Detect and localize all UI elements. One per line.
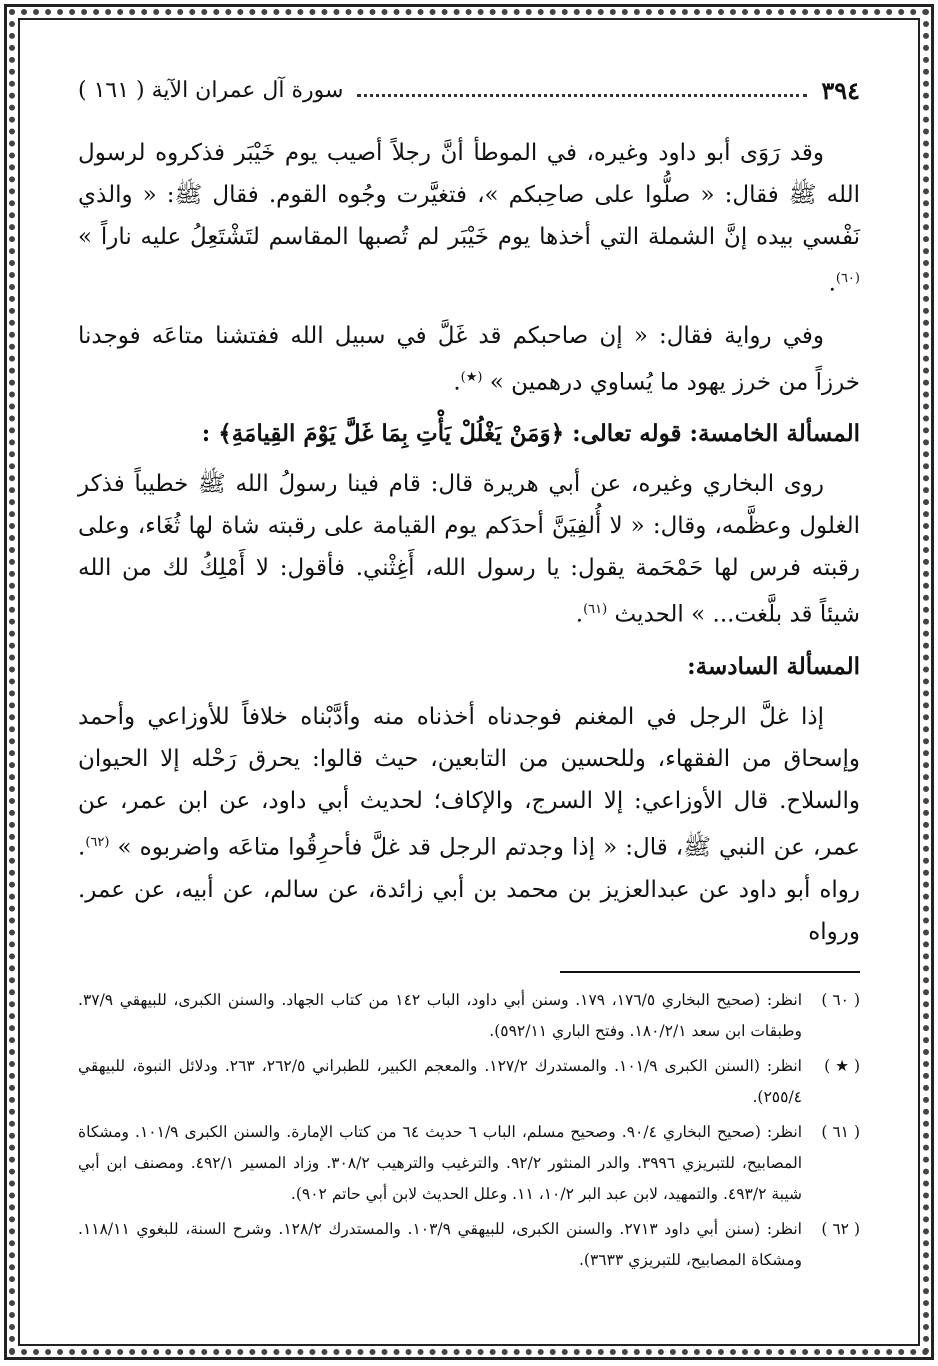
paragraph-4 bbox=[78, 696, 860, 953]
section-heading-5 bbox=[78, 413, 860, 455]
footnote-separator bbox=[560, 971, 860, 973]
paragraph-3 bbox=[78, 463, 860, 636]
paragraph-tail: . bbox=[575, 601, 584, 628]
running-title: سورة آل عمران الآية ( ١٦١ ) bbox=[78, 77, 344, 103]
paragraph-tail: . bbox=[828, 270, 836, 297]
footnote-number: ( ٦٠ ) bbox=[821, 990, 860, 1009]
paragraph-text: إذا غلَّ الرجل في المغنم فوجدناه أخذناه منه وأدَّبْناه خلافاً للأوزاعي وأحمد وإسحاق من الفقهاء، وللحسين من التابعين، حيث قالوا: يحرق رَحْله إلا الحيوان والسلاح. قال الأوزاعي: إلا السرج، والإكاف؛ لحديث أبي داود، عن ابن عمر، عن عمر، عن النبي ﷺ، قال: « إذا وجدتم الرجل قد غلَّ فأحرِقُوا متاعَه واضربوه » bbox=[78, 703, 861, 861]
footnote bbox=[78, 1214, 860, 1276]
footnote-text: انظر: (سنن أبي داود ٢٧١٣. والسنن الكبرى، للبيهقي ١٠٣/٩. والمستدرك ١٢٨/٢. وشرح السنة، للبغوي ١١٨/١١. ومشكاة المصابيح، للتبريزي ٣٦٣٣). bbox=[78, 1219, 802, 1269]
footnote-ref: (٦٢) bbox=[85, 834, 110, 850]
footnote-text: انظر: (صحيح البخاري ٩٠/٤. وصحيح مسلم، الباب ٦ حديث ٦٤ من كتاب الإمارة. والسنن الكبرى ١٠١/٩. ومشكاة المصابيح، للتبريزي ٣٩٩٦. والدر المنثور ٩٢/٢. والترغيب والترهيب ٣٠٨/٢. وزاد المسير ٤٩٢/١. ومصنف ابن أبي شيبة ٤٩٣/٢. والتمهيد، لابن عبد البر ١٠/٢، ١١. وعلل الحديث لابن أبي حاتم ٩٠٢). bbox=[78, 1122, 803, 1203]
footnotes bbox=[78, 985, 860, 1276]
paragraph-text: وفي رواية فقال: « إن صاحبكم قد غَلَّ في سبيل الله ففتشنا متاعَه فوجدنا خرزاً من خرز يهود ما يُساوي درهمين » bbox=[78, 322, 860, 396]
footnote bbox=[78, 1117, 860, 1210]
paragraph-text: روى البخاري وغيره، عن أبي هريرة قال: قام فينا رسولُ الله ﷺ خطيباً فذكر الغلول وعظَّمه، وقال: « لا أُلفِيَنَّ أحدَكم يوم القيامة على رقبته شاة لها ثُغَاء، وعلى رقبته فرس لها حَمْحَمة يقول: يا رسول الله، أَغِثْني. فأقول: لا أَمْلِكُ لك من الله شيئاً قد بلَّغت... » الحديث bbox=[78, 471, 860, 628]
footnote-ref: (٦١) bbox=[583, 602, 608, 618]
paragraph-1 bbox=[78, 132, 860, 305]
paragraph-text: وقد رَوَى أبو داود وغيره، في الموطأ أنَّ رجلاً أصيب يوم خَيْبَر فذكروه لرسول الله ﷺ فقال: « صلُّوا على صاحِبكم »، فتغيَّرت وجُوه القوم. فقال ﷺ: « والذي نَفْسي بيده إنَّ الشملة التي أخذها يوم خَيْبَر لم تُصبها المقاسم لتَشْتَعِلُ عليه ناراً » bbox=[78, 140, 860, 250]
footnote-text: انظر: (السنن الكبرى ١٠١/٩. والمستدرك ١٢٧/٢. والمعجم الكبير، للطبراني ٢٦٢/٥، ٢٦٣. ودلائل النبوة، للبيهقي ٢٥٥/٤). bbox=[78, 1056, 802, 1106]
footnote-ref: (★) bbox=[460, 369, 483, 385]
page-number: ٣٩٤ bbox=[821, 75, 860, 105]
footnote-number: ( ٦١ ) bbox=[821, 1122, 860, 1141]
footnote-ref: (٦٠) bbox=[835, 271, 860, 286]
footnote-number: ( ٦٢ ) bbox=[821, 1219, 860, 1238]
running-header bbox=[78, 70, 860, 110]
paragraph-2 bbox=[78, 315, 860, 404]
footnote-number: ( ★ ) bbox=[824, 1056, 860, 1075]
heading-label: المسألة الخامسة: قوله تعالى: bbox=[572, 420, 860, 448]
footnote-text: انظر: (صحيح البخاري ١٧٦/٥، ١٧٩. وسنن أبي داود، الباب ١٤٢ من كتاب الجهاد. والسنن الكبرى، للبيهقي ٣٧/٩. وطبقات ابن سعد ١٨٠/٢/١. وفتح الباري ٥٩٢/١١). bbox=[78, 990, 803, 1040]
paragraph-tail: . bbox=[453, 369, 461, 396]
page-content bbox=[78, 70, 860, 1326]
paragraph-tail: . رواه أبو داود عن عبدالعزيز بن محمد بن أبي زائدة، عن سالم، عن أبيه، عن عمر. ورواه bbox=[78, 834, 861, 945]
footnote bbox=[78, 1051, 860, 1113]
footnote bbox=[78, 985, 860, 1047]
section-heading-6: المسألة السادسة: bbox=[687, 652, 860, 680]
header-leader-dots bbox=[357, 84, 807, 97]
quran-quote: ﴿وَمَنْ يَغْلُلْ يَأْتِ بِمَا غَلَّ يَوْمَ القِيامَةِ﴾ : bbox=[201, 420, 565, 448]
